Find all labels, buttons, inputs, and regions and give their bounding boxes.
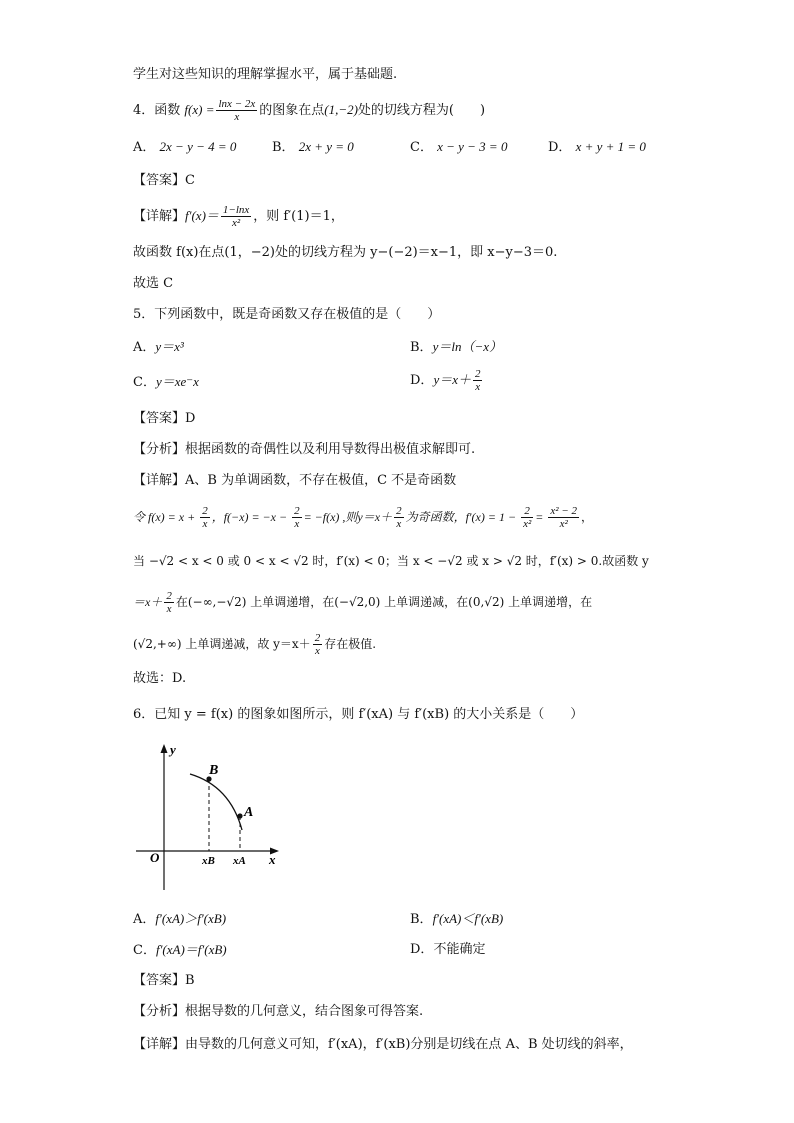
q6-answer-tag: 【答案】 xyxy=(133,973,186,988)
intro-line: 学生对这些知识的理解掌握水平，属于基础题. xyxy=(133,67,398,82)
q4-detail-tag: 【详解】 xyxy=(133,209,186,224)
q5-option-c-text: y＝xe⁻x xyxy=(155,374,199,389)
q4-answer-tag: 【答案】 xyxy=(133,173,186,188)
q6-answer xyxy=(133,972,195,990)
q5-l5-frac xyxy=(313,632,323,657)
q5-l2-f3-den: x xyxy=(396,518,402,530)
q4-option-a xyxy=(133,138,236,157)
q4-option-b-text: 2x + y = 0 xyxy=(298,139,354,154)
q5-option-d-frac-den: x xyxy=(475,381,481,393)
q6-option-b-label: B． xyxy=(410,912,433,927)
q6-option-a-text: f′(xA)＞f′(xB) xyxy=(155,911,227,926)
axis-x-label: x xyxy=(269,852,276,867)
q6-option-c-label: C． xyxy=(133,943,156,958)
q6-analysis-text: 根据导数的几何意义，结合图象可得答案. xyxy=(185,1004,424,1019)
q5-option-a-text: y＝x³ xyxy=(155,339,184,354)
q5-l2-frac5 xyxy=(548,505,579,530)
q6-option-d-label: D． xyxy=(410,942,434,957)
q5-l2-d: 为奇函数，f′(x) = 1 − xyxy=(405,510,520,524)
q5-l2-f1-num: 2 xyxy=(202,505,208,517)
q5-detail xyxy=(133,472,456,490)
q5-option-a-label: A． xyxy=(133,340,156,355)
q6-option-c-text: f′(xA)＝f′(xB) xyxy=(155,942,227,957)
q4-detail-lhs: f′(x)＝ xyxy=(185,208,219,223)
q5-l2-f2-num: 2 xyxy=(294,505,300,517)
q6-option-a xyxy=(133,910,226,929)
q5-analysis-text: 根据函数的奇偶性以及利用导数得出极值求解即可. xyxy=(185,442,476,457)
q4-stem-prefix: 4．函数 xyxy=(133,103,185,118)
q5-l4-b: 在(−∞,−√2) 上单调递增，在(−√2,0) 上单调递减，在(0,√2) 上单调递增，在 xyxy=(175,595,593,609)
point-b-label: B xyxy=(209,763,219,778)
y-axis-arrow xyxy=(161,744,168,753)
q5-analysis-tag: 【分析】 xyxy=(133,442,186,457)
q5-l2-f4-den: x² xyxy=(523,518,532,530)
axis-y-label: y xyxy=(170,742,176,757)
q5-answer-value: D xyxy=(185,411,196,426)
q4-option-d-text: x + y + 1 = 0 xyxy=(575,139,646,154)
origin-label: O xyxy=(150,850,160,865)
q4-option-c-text: x − y − 3 = 0 xyxy=(437,139,508,154)
q4-detail xyxy=(133,204,344,229)
q6-detail xyxy=(133,1036,633,1054)
q5-option-d-fraction xyxy=(473,368,483,393)
q6-option-c xyxy=(133,941,227,960)
q4-stem-suffix: 处的切线方程为( ) xyxy=(357,103,486,118)
q4-detail-fraction xyxy=(221,204,251,229)
q6-option-a-label: A． xyxy=(133,912,156,927)
q4-answer-value: C xyxy=(185,173,195,188)
q6-option-b xyxy=(410,910,503,929)
point-a-label: A xyxy=(244,805,254,820)
tick-xa-label: xA xyxy=(233,855,246,867)
q5-l2-f: ， xyxy=(580,510,593,524)
q5-l2-c: = −f(x) ,则y＝x＋ xyxy=(303,510,393,524)
q4-option-d-label: D． xyxy=(548,140,572,155)
q5-l2-f5-den: x² xyxy=(559,518,568,530)
q5-option-b-text: y＝ln（−x） xyxy=(432,339,502,354)
q5-l5-f-num: 2 xyxy=(314,632,321,644)
q4-frac-den: x xyxy=(234,111,240,123)
q5-detail-line1: A、B 为单调函数，不存在极值，C 不是奇函数 xyxy=(185,473,457,488)
q4-option-d xyxy=(548,138,646,157)
q6-stem: 6．已知 y = f(x) 的图象如图所示，则 f′(xA) 与 f′(xB) 的大小关系是（ ） xyxy=(133,707,584,722)
q4-detail-rest: ，则 f′(1)＝1， xyxy=(253,209,344,224)
q4-frac-num: lnx − 2x xyxy=(218,98,256,110)
q4-answer xyxy=(133,172,195,190)
q5-detail-line2 xyxy=(133,505,593,530)
q5-detail-tag: 【详解】 xyxy=(133,473,186,488)
q5-l2-frac3 xyxy=(394,505,404,530)
tick-xb-label: xB xyxy=(202,855,215,867)
q5-l2-f4-num: 2 xyxy=(521,505,533,518)
q5-l4-f-num: 2 xyxy=(166,590,172,602)
q6-option-b-text: f′(xA)＜f′(xB) xyxy=(432,911,504,926)
q5-stem: 5．下列函数中，既是奇函数又存在极值的是（ ） xyxy=(133,307,441,322)
q5-option-c xyxy=(133,373,199,392)
q5-answer xyxy=(133,410,195,428)
q4-stem-mid: 的图象在点 xyxy=(259,103,325,118)
q5-option-a xyxy=(133,338,184,357)
q5-l2-frac2 xyxy=(292,505,302,530)
q6-analysis xyxy=(133,1003,423,1021)
q4-option-a-text: 2x − y − 4 = 0 xyxy=(159,139,237,154)
q5-detail-line4 xyxy=(133,590,592,615)
q5-l2-f5-num: x² − 2 xyxy=(550,505,577,517)
q5-option-d-label: D． xyxy=(410,373,434,388)
q5-detail-line3: 当 −√2 < x < 0 或 0 < x < √2 时，f′(x) < 0；当 x < −√2 或 x > √2 时，f′(x) > 0.故函数 y xyxy=(133,554,649,568)
q5-l2-f1-den: x xyxy=(202,518,208,530)
q4-detail-line2: 故函数 f(x)在点(1，−2)处的切线方程为 y−(−2)＝x−1，即 x−y−3＝0. xyxy=(133,245,558,260)
q6-answer-value: B xyxy=(185,973,195,988)
q5-l5-b: 存在极值. xyxy=(324,637,377,651)
q6-analysis-tag: 【分析】 xyxy=(133,1004,186,1019)
q4-option-b xyxy=(272,138,354,157)
q5-l4-f-den: x xyxy=(166,603,172,615)
q5-option-d-frac-num: 2 xyxy=(474,368,481,380)
q5-detail-line5 xyxy=(133,632,376,657)
q4-option-c xyxy=(410,138,507,157)
q4-fraction xyxy=(216,98,257,123)
q5-l2-b: ，f(−x) = −x − xyxy=(211,510,291,524)
q4-option-a-label: A． xyxy=(133,140,156,155)
q4-stem xyxy=(133,98,485,123)
q4-detail-frac-num: 1−lnx xyxy=(222,204,250,216)
q4-detail-frac-den: x² xyxy=(232,217,241,229)
q6-graph xyxy=(130,738,290,898)
q5-l5-a: (√2,+∞) 上单调递减，故 y＝x＋ xyxy=(133,637,311,651)
q5-l2-f3-num: 2 xyxy=(396,505,402,517)
q6-option-d xyxy=(410,941,485,959)
q5-l2-e: = xyxy=(535,510,547,524)
q5-l4-a: ＝x＋ xyxy=(133,595,163,609)
q5-l2-f2-den: x xyxy=(294,518,300,530)
q5-l2-a: 令 f(x) = x + xyxy=(133,510,199,524)
q5-l2-frac1 xyxy=(200,505,210,530)
q5-option-c-label: C． xyxy=(133,375,156,390)
q6-detail-tag: 【详解】 xyxy=(133,1037,186,1052)
q5-l5-f-den: x xyxy=(314,645,320,657)
q5-l4-frac xyxy=(164,590,174,615)
q5-analysis xyxy=(133,441,475,459)
q5-option-d xyxy=(410,368,484,393)
q5-option-b-label: B． xyxy=(410,340,433,355)
q4-point: (1,−2) xyxy=(324,102,358,117)
q5-l2-frac4 xyxy=(521,505,533,530)
q5-conclusion: 故选：D. xyxy=(133,671,187,686)
point-a-dot xyxy=(237,813,242,818)
q4-option-c-label: C． xyxy=(410,140,433,155)
q4-option-b-label: B． xyxy=(272,140,295,155)
q6-detail-text: 由导数的几何意义可知，f′(xA)，f′(xB)分别是切线在点 A、B 处切线的斜率， xyxy=(185,1037,633,1052)
q5-answer-tag: 【答案】 xyxy=(133,411,186,426)
curve xyxy=(190,774,242,830)
q6-option-d-text: 不能确定 xyxy=(433,942,486,957)
q4-func-lhs: f(x) = xyxy=(184,102,215,117)
q4-conclusion: 故选 C xyxy=(133,276,174,291)
q5-option-b xyxy=(410,338,502,357)
q5-option-d-text: y＝x＋ xyxy=(433,372,471,387)
